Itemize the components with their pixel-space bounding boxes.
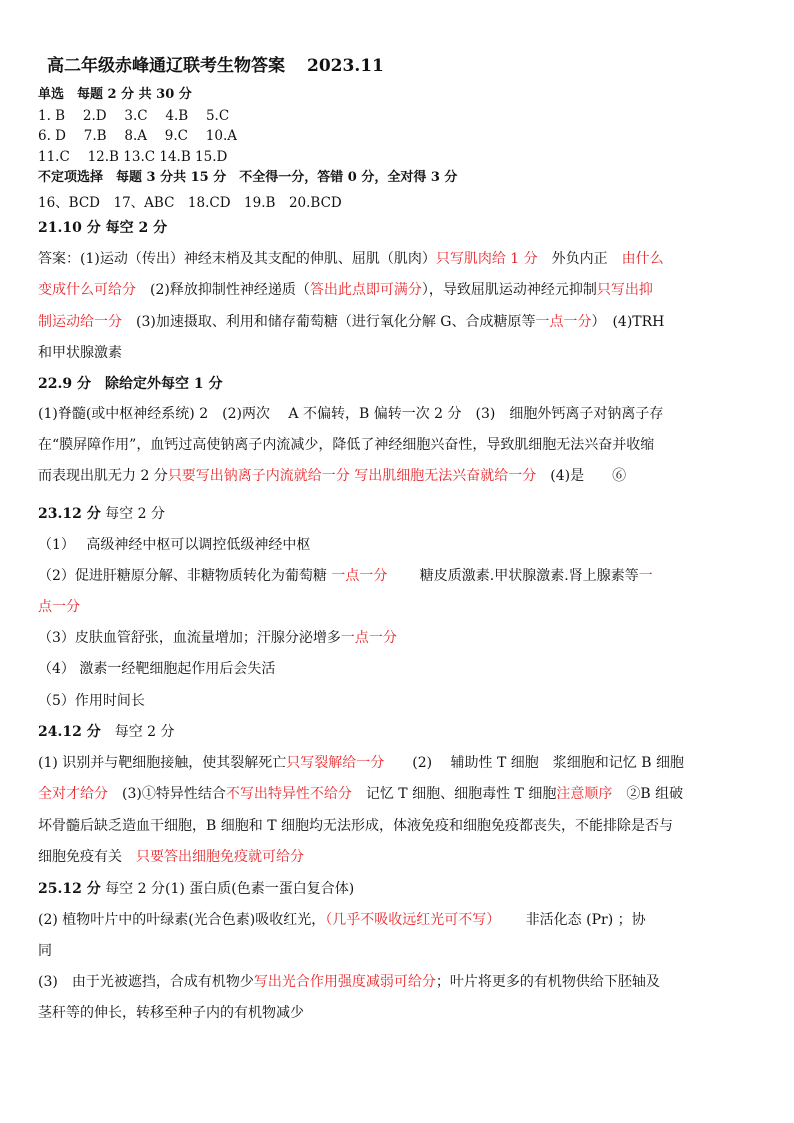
single-choice-row-1: 1. B 2.D 3.C 4.B 5.C [38,108,230,124]
q24-text: ②B 组破 [612,786,684,802]
title-text: 高二年级赤峰通辽联考生物答案 [47,56,285,76]
q22-text: (4)是 ⑥ [536,468,627,484]
q24-text: 记忆 T 细胞、细胞毒性 T 细胞 [351,786,557,802]
q22-line-1: (1)脊髓(或中枢神经系统) 2 (2)两次 A 不偏转，B 偏转一次 2 分 (3) 细胞外钙离子对钠离子存 [38,406,664,422]
q21-text: 外负内正 [537,251,622,267]
q21-text: (2)释放抑制性神经递质（ [136,282,310,298]
multi-choice-header: 不定项选择 每题 3 分共 15 分 不全得一分，答错 0 分，全对得 3 分 [38,170,458,185]
q23-line-5: （4） 激素一经靶细胞起作用后会失活 [38,661,276,677]
q24-grading-note: 不写出特异性不给分 [225,786,352,802]
title-date: 2023.11 [307,56,384,76]
q23-grading-note: 一点一分 [340,630,397,646]
q25-line-2: 同 [38,943,52,959]
q23-line-1: （1） 高级神经中枢可以调控低级神经中枢 [38,537,311,553]
page-title [47,55,384,77]
q24-line-3: 坏骨髓后缺乏造血干细胞，B 细胞和 T 细胞均无法形成，体液免疫和细胞免疫都丧失，不能排除是否与 [38,818,673,834]
q25-grading-note: （几乎不吸收远红光可不写） [325,912,494,928]
q25-text: 非活化态 (Pr) ；协 [493,912,646,928]
q22-line-2: 在“膜屏障作用”，血钙过高使钠离子内流减少，降低了神经细胞兴奋性，导致肌细胞无法兴奋并收缩 [38,437,655,453]
q25-grading-note: 写出光合作用强度减弱可给分 [253,974,436,990]
single-choice-row-2: 6. D 7.B 8.A 9.C 10.A [38,128,238,144]
q22-grading-note: 只要写出钠离子内流就给一分 写出肌细胞无法兴奋就给一分 [167,468,537,484]
q21-line-3 [38,313,664,331]
q23-grading-note: 一点一分 [331,568,388,584]
q25-text: ；叶片将更多的有机物供给下胚轴及 [435,974,660,990]
q22-line-3 [38,467,626,485]
q24-line-2 [38,785,683,803]
q24-header-rule: 每空 2 分 [100,724,175,740]
q25-line-1 [38,911,646,929]
q24-line-1 [38,754,684,772]
single-choice-header: 单选 每题 2 分 共 30 分 [38,87,192,102]
q21-grading-note: 只写肌肉给 1 分 [435,251,538,267]
q23-line-4 [38,629,397,647]
q23-header-rule: 每空 2 分 [100,506,165,522]
q24-header [38,723,175,741]
q21-grading-note: 变成什么可给分 [38,282,136,298]
q25-header [38,880,354,898]
q24-grading-note: 注意顺序 [556,786,613,802]
q21-line-1 [38,250,664,268]
multi-choice-row: 16、BCD 17、ABC 18.CD 19.B 20.BCD [38,195,342,211]
q22-text: 而表现出肌无力 2 分 [38,468,168,484]
q23-header-score: 23.12 分 [38,506,101,522]
single-choice-row-3: 11.C 12.B 13.C 14.B 15.D [38,149,228,165]
q21-text: ），导致屈肌运动神经元抑制 [421,282,597,298]
q21-line-4: 和甲状腺激素 [38,345,122,361]
q21-line-2 [38,281,653,299]
q24-text: (3)①特异性结合 [108,786,226,802]
q24-line-4 [38,848,304,866]
q21-grading-note: 由什么 [621,251,664,267]
q21-grading-note: 一点一分 [535,314,592,330]
q21-text: ） (4)TRH [591,314,665,330]
q23-text: 糖皮质激素.甲状腺激素.肾上腺素等 [387,568,639,584]
q24-text: (1) 识别并与靶细胞接触，使其裂解死亡 [38,755,287,771]
q25-header-score: 25.12 分 [38,881,101,897]
q25-text: (2) 植物叶片中的叶绿素(光合色素)吸收红光， [38,912,326,928]
q25-header-rule: 每空 2 分(1) 蛋白质(色素一蛋白复合体) [100,881,355,897]
q25-text: (3) 由于光被遮挡，合成有机物少 [38,974,254,990]
q25-line-3 [38,973,660,991]
q22-header: 22.9 分 除给定外每空 1 分 [38,376,223,392]
q21-grading-note: 制运动给一分 [38,314,122,330]
q24-grading-note: 只写裂解给一分 [286,755,385,771]
q21-text: 答案：(1)运动（传出）神经末梢及其支配的伸肌、屈肌（肌肉） [38,251,436,267]
q24-text: (2) 辅助性 T 细胞 浆细胞和记忆 B 细胞 [384,755,684,771]
q21-grading-note: 只写出抑 [596,282,653,298]
q21-grading-note: 答出此点即可满分 [309,282,422,298]
q24-grading-note: 全对才给分 [38,786,108,802]
q23-text: （2）促进肝糖原分解、非糖物质转化为葡萄糖 [38,568,332,584]
q23-line-3: 点一分 [38,599,80,615]
q21-text: (3)加速摄取、利用和储存葡萄糖（进行氧化分解 G、合成糖原等 [122,314,536,330]
q21-header: 21.10 分 每空 2 分 [38,220,168,236]
q23-text: （3）皮肤血管舒张，血流量增加；汗腺分泌增多 [38,630,341,646]
q24-text: 细胞免疫有关 [38,849,136,865]
q24-grading-note: 只要答出细胞免疫就可给分 [136,849,304,865]
q25-line-4: 茎秆等的伸长，转移至种子内的有机物减少 [38,1005,304,1021]
q24-header-score: 24.12 分 [38,724,101,740]
q23-header [38,505,165,523]
q23-grading-note: 一 [638,568,653,584]
q23-line-6: （5）作用时间长 [38,693,145,709]
q23-line-2 [38,567,653,585]
